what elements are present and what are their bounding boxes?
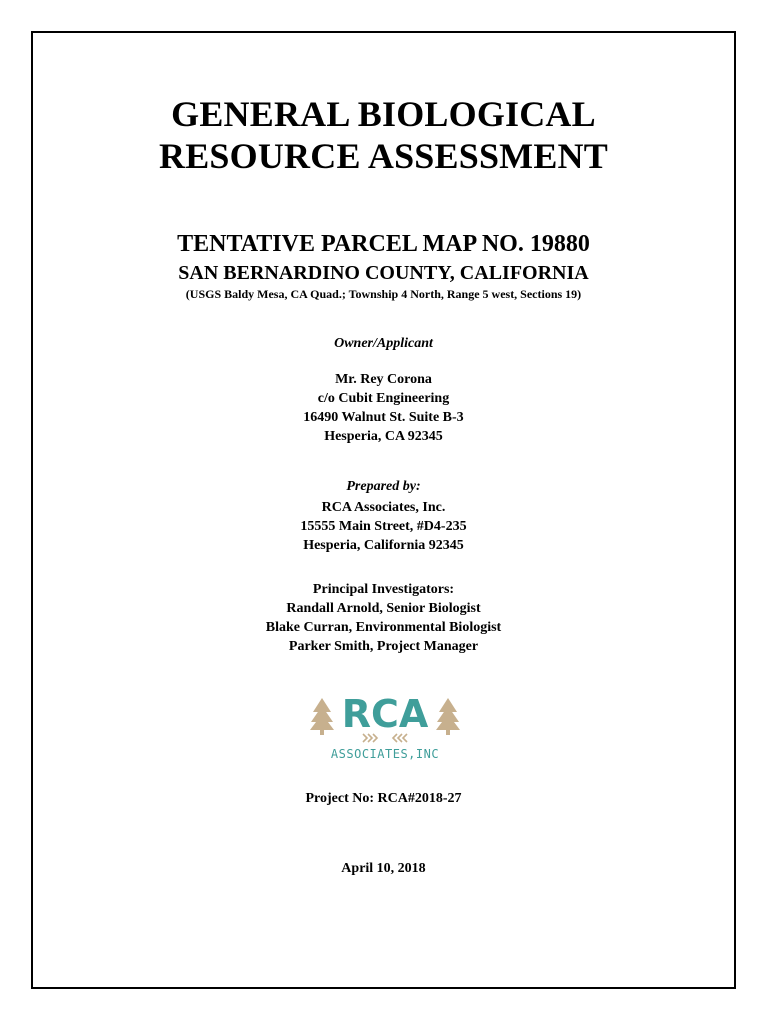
owner-block <box>31 370 736 446</box>
prepared-by-label: Prepared by: <box>346 479 421 494</box>
county-line: SAN BERNARDINO COUNTY, CALIFORNIA <box>178 262 589 284</box>
document-date: April 10, 2018 <box>341 861 426 876</box>
project-number: Project No: RCA#2018-27 <box>305 791 462 806</box>
preparer-name: RCA Associates, Inc. <box>321 500 446 515</box>
location-note: (USGS Baldy Mesa, CA Quad.; Township 4 North, Range 5 west, Sections 19) <box>185 287 582 301</box>
tree-right-icon <box>436 698 460 735</box>
investigator-2: Blake Curran, Environmental Biologist <box>265 620 502 635</box>
title-line-2: RESOURCE ASSESSMENT <box>159 136 608 176</box>
owner-street: 16490 Walnut St. Suite B-3 <box>303 410 464 425</box>
logo-main-text: RCA <box>341 692 429 736</box>
investigators-block <box>31 580 736 656</box>
rca-logo <box>310 686 460 766</box>
project-title: TENTATIVE PARCEL MAP NO. 19880 <box>177 231 590 257</box>
owner-label: Owner/Applicant <box>334 336 433 351</box>
investigator-3: Parker Smith, Project Manager <box>288 639 479 654</box>
owner-city: Hesperia, CA 92345 <box>324 429 443 444</box>
tree-left-icon <box>310 698 334 735</box>
preparer-city: Hesperia, California 92345 <box>303 538 464 553</box>
document-title <box>31 93 736 177</box>
preparer-street: 15555 Main Street, #D4-235 <box>300 519 467 534</box>
investigator-1: Randall Arnold, Senior Biologist <box>286 601 481 616</box>
logo-sub-text: ASSOCIATES,INC <box>330 747 440 761</box>
title-line-1: GENERAL BIOLOGICAL <box>171 94 596 134</box>
investigators-label: Principal Investigators: <box>312 582 455 597</box>
owner-care-of: c/o Cubit Engineering <box>317 391 450 406</box>
owner-name: Mr. Rey Corona <box>335 372 432 387</box>
prepared-by-block <box>31 498 736 555</box>
